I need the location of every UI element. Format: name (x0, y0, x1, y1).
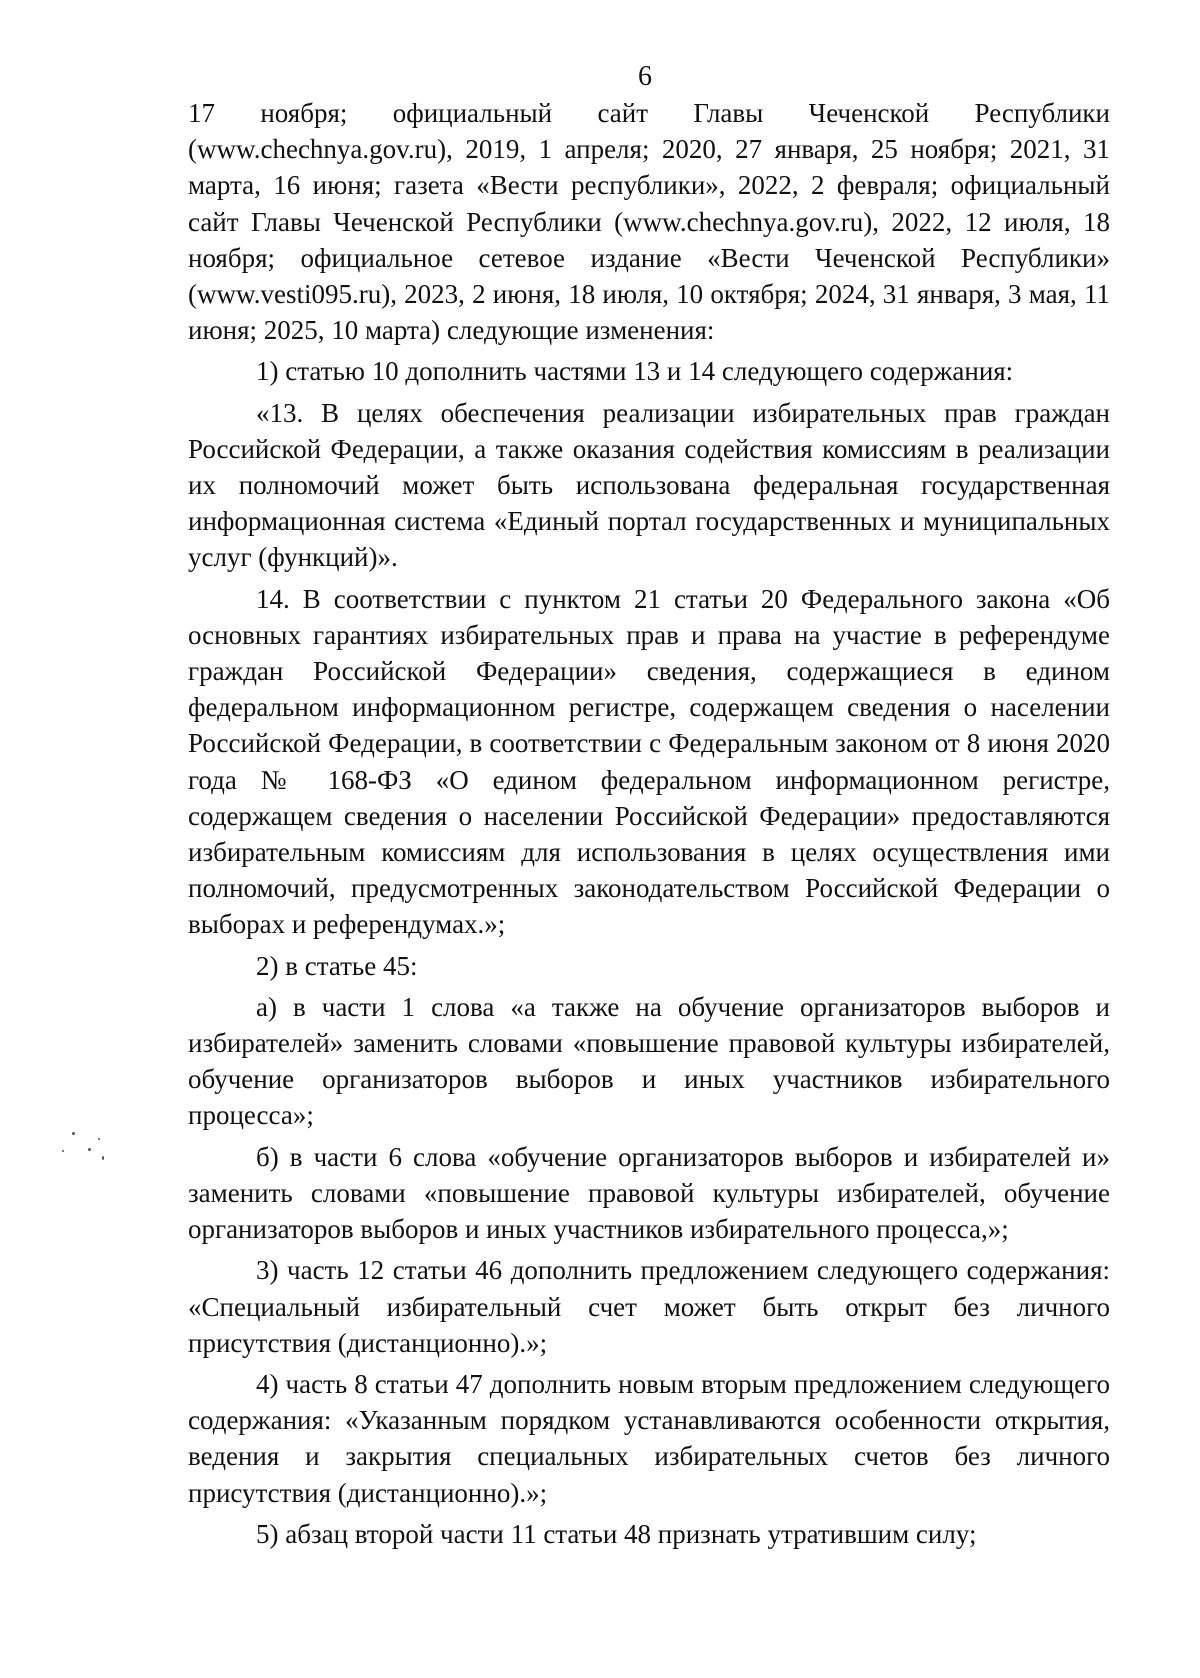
scan-speck (102, 1156, 104, 1160)
paragraph-item-1: 1) статью 10 дополнить частями 13 и 14 следующего содержания: (256, 356, 1014, 387)
scan-specks (58, 1128, 118, 1168)
scan-speck (72, 1132, 75, 1135)
paragraph-part-14: 14. В соответствии с пунктом 21 статьи 20 Федерального закона «Об основных гарантиях избирательных прав и права на участие в референдуме граждан Российской Федерации» сведения, содержащиеся в едином федеральном информационном регистре, содержащем сведения о населении Российской Федерации, в соответствии с Федеральным законом от 8 июня 2020 года № 168-ФЗ «О едином федеральном информационном регистре, содержащем сведения о населении Российской Федерации» предоставляются избирательным комиссиям для использования в целях осуществления ими полномочий, предусмотренных законодательством Российской Федерации о выборах и референдумах.»; (188, 583, 1110, 940)
paragraph-item-3: 3) часть 12 статьи 46 дополнить предложением следующего содержания: «Специальный избирательный счет может быть открыт без личного присутствия (дистанционно).»; (188, 1255, 1110, 1358)
paragraph-item-4: 4) часть 8 статьи 47 дополнить новым вторым предложением следующего содержания: «Указанным порядком устанавливаются особенности открытия, ведения и закрытия специальных избирательных счетов без личного присутствия (дистанционно).»; (188, 1368, 1110, 1508)
paragraph-item-2b: б) в части 6 слова «обучение организаторов выборов и избирателей и» заменить словами «повышение правовой культуры избирателей, обучение организаторов выборов и иных участников избирательного процесса,»; (188, 1141, 1110, 1245)
document-body (188, 95, 1110, 1557)
scan-speck (88, 1148, 91, 1151)
scan-speck (62, 1150, 64, 1152)
paragraph-part-13: «13. В целях обеспечения реализации избирательных прав граждан Российской Федерации, а также оказания содействия комиссиям в реализации их полномочий может быть использована федеральная государственная информационная система «Единый портал государственных и муниципальных услуг (функций)». (188, 397, 1110, 573)
paragraph-item-5: 5) абзац второй части 11 статьи 48 признать утратившим силу; (256, 1518, 977, 1549)
page-number: 6 (638, 61, 652, 92)
paragraph-continuation: 17 ноября; официальный сайт Главы Чеченской Республики (www.chechnya.gov.ru), 2019, 1 апреля; 2020, 27 января, 25 ноября; 2021, 31 марта, 16 июня; газета «Вести республики», 2022, 2 февраля; официальный сайт Главы Чеченской Республики (www.chechnya.gov.ru), 2022, 12 июля, 18 ноября; официальное сетевое издание «Вести Чеченской Республики» (www.vesti095.ru), 2023, 2 июня, 18 июля, 10 октября; 2024, 31 января, 3 мая, 11 июня; 2025, 10 марта) следующие изменения: (188, 98, 1110, 346)
paragraph-item-2: 2) в статье 45: (256, 950, 418, 981)
scan-speck (98, 1138, 100, 1140)
paragraph-item-2a: а) в части 1 слова «а также на обучение организаторов выборов и избирателей» заменить словами «повышение правовой культуры избирателей, обучение организаторов выборов и иных участников избирательного процесса»; (188, 991, 1110, 1131)
